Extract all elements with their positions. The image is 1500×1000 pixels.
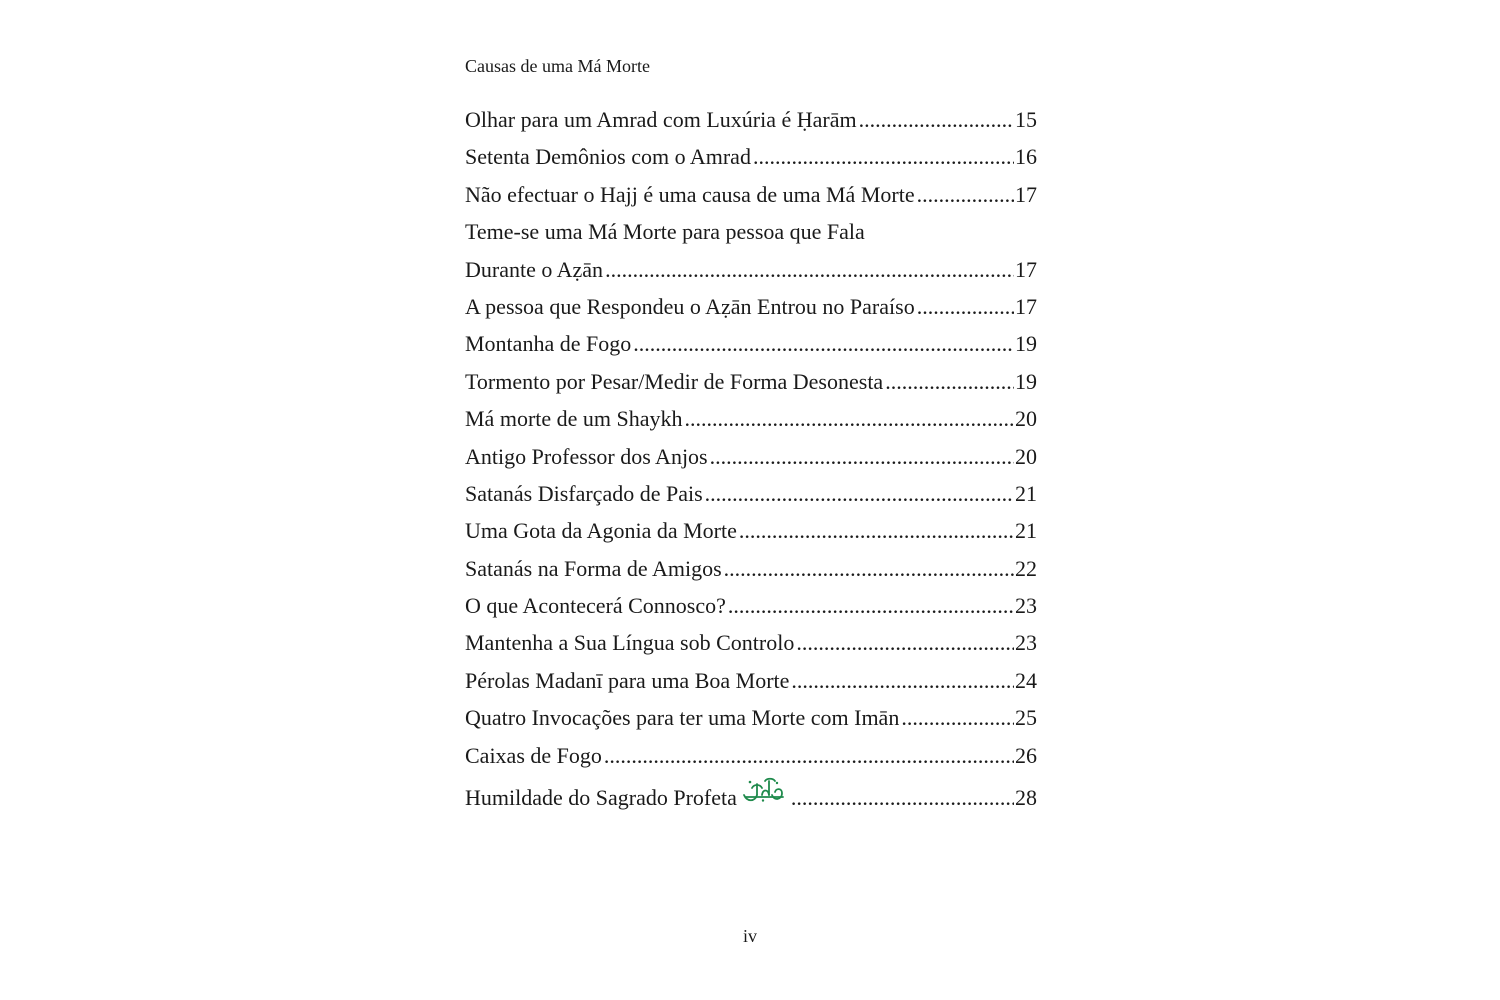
toc-entry-page: 28	[1015, 785, 1037, 811]
toc-entry-title: Satanás na Forma de Amigos	[465, 555, 722, 581]
toc-entry-title: Setenta Demônios com o Amrad	[465, 144, 751, 170]
toc-leader-dots	[604, 737, 1014, 774]
toc-entry-page: 20	[1015, 406, 1037, 432]
toc-entry-title: Durante o Aẓān	[465, 256, 604, 282]
toc-entry-page: 21	[1015, 518, 1037, 544]
toc-entry-title: Montanha de Fogo	[465, 331, 632, 357]
toc-leader-dots	[705, 475, 1014, 512]
toc-entry[interactable]	[465, 662, 1037, 699]
toc-entry[interactable]	[465, 587, 1037, 624]
toc-leader-dots	[753, 138, 1014, 175]
toc-entry-page: 26	[1015, 742, 1037, 768]
toc-entry-title: Caixas de Fogo	[465, 742, 602, 768]
toc-entry[interactable]	[465, 475, 1037, 512]
toc-leader-dots	[710, 438, 1014, 475]
toc-entry[interactable]	[465, 138, 1037, 175]
toc-entry[interactable]	[465, 624, 1037, 661]
toc-entry-page: 17	[1015, 181, 1037, 207]
toc-leader-dots	[917, 288, 1014, 325]
toc-entry[interactable]	[465, 325, 1037, 362]
toc-entry[interactable]	[465, 774, 1037, 822]
toc-entry-page: 24	[1015, 667, 1037, 693]
toc-entry-page: 17	[1015, 293, 1037, 319]
toc-entry-page: 23	[1015, 630, 1037, 656]
toc-leader-dots	[791, 662, 1014, 699]
toc-entry-page: 21	[1015, 480, 1037, 506]
page-number: iv	[742, 926, 757, 946]
toc-entry-page: 19	[1015, 368, 1037, 394]
toc-entry-page: 17	[1015, 256, 1037, 282]
toc-entry-continued[interactable]	[465, 213, 1037, 250]
toc-entry[interactable]	[465, 512, 1037, 549]
toc-entry[interactable]	[465, 363, 1037, 400]
toc-entry-page: 16	[1015, 144, 1037, 170]
toc-entry-title: Satanás Disfarçado de Pais	[465, 480, 703, 506]
toc-entry-title: Antigo Professor dos Anjos	[465, 443, 708, 469]
arabic-salutation-icon	[741, 774, 785, 822]
toc-entry-title: Quatro Invocações para ter uma Morte com Imān	[465, 705, 900, 731]
table-of-contents	[465, 101, 1037, 822]
toc-entry[interactable]	[465, 737, 1037, 774]
toc-entry-page: 23	[1015, 593, 1037, 619]
running-header: Causas de uma Má Morte	[465, 56, 650, 76]
toc-leader-dots	[796, 624, 1014, 661]
toc-entry[interactable]	[465, 288, 1037, 325]
toc-entry-title: Mantenha a Sua Língua sob Controlo	[465, 630, 795, 656]
toc-entry-title: Pérolas Madanī para uma Boa Morte	[465, 667, 790, 693]
toc-entry-title: Tormento por Pesar/Medir de Forma Desonesta	[465, 368, 884, 394]
toc-entry-title: Teme-se uma Má Morte para pessoa que Fala	[465, 219, 865, 245]
toc-entry-title: Uma Gota da Agonia da Morte	[465, 518, 737, 544]
toc-entry-page: 20	[1015, 443, 1037, 469]
toc-entry[interactable]	[465, 699, 1037, 736]
toc-entry-page: 19	[1015, 331, 1037, 357]
toc-entry[interactable]	[465, 438, 1037, 475]
toc-entry-title: O que Acontecerá Connosco?	[465, 593, 726, 619]
toc-entry[interactable]	[465, 101, 1037, 138]
toc-entry-title: Olhar para um Amrad com Luxúria é Ḥarām	[465, 107, 857, 132]
toc-leader-dots	[728, 587, 1014, 624]
toc-leader-dots	[791, 774, 1014, 822]
toc-entry-title: Não efectuar o Hajj é uma causa de uma Má Morte	[465, 181, 915, 207]
toc-entry-title: Humildade do Sagrado Profeta	[465, 785, 737, 811]
toc-entry[interactable]	[465, 400, 1037, 437]
toc-entry[interactable]	[465, 176, 1037, 213]
toc-leader-dots	[724, 550, 1014, 587]
toc-entry-page: 25	[1015, 705, 1037, 731]
toc-leader-dots	[605, 251, 1014, 288]
toc-leader-dots	[885, 363, 1014, 400]
toc-entry-title: A pessoa que Respondeu o Aẓān Entrou no Paraíso	[465, 293, 915, 319]
toc-leader-dots	[633, 325, 1014, 362]
toc-entry-page: 22	[1015, 555, 1037, 581]
toc-leader-dots	[685, 400, 1014, 437]
toc-entry-title: Má morte de um Shaykh	[465, 406, 683, 432]
toc-leader-dots	[917, 176, 1014, 213]
toc-leader-dots	[859, 101, 1014, 138]
toc-entry-page: 15	[1015, 107, 1037, 132]
toc-leader-dots	[901, 699, 1014, 736]
toc-entry[interactable]	[465, 251, 1037, 288]
toc-leader-dots	[739, 512, 1014, 549]
toc-entry[interactable]	[465, 550, 1037, 587]
